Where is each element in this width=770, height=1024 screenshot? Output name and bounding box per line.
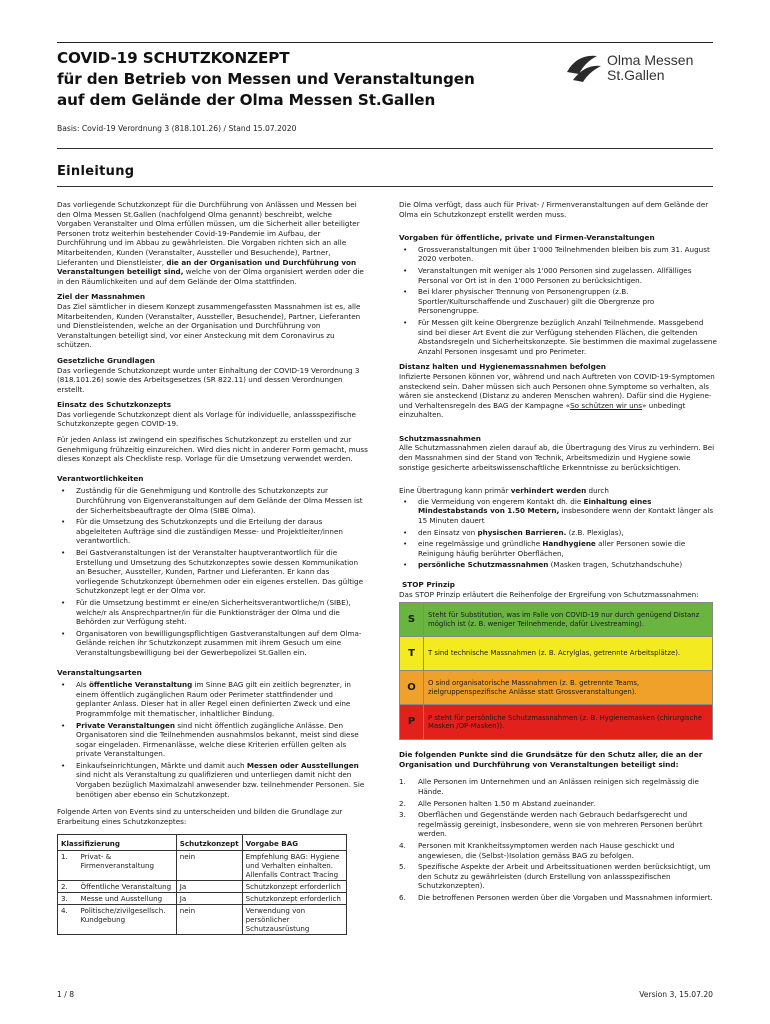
intro-paragraph xyxy=(57,200,368,286)
list-item: • Bei Gastveranstaltungen ist der Veranstalter hauptverantwortlich für die Erstellung und Umsetzung des Schutzkonzeptes sowie dessen Kommunikation an Besucher, Aussteller, Kunden, Partner und Lieferanten. Er kann das vorliegende Schutzkonzept übernehmen oder ein eigenes erstellen. Das gültige Schutzkonzept legt er der Olma vor. xyxy=(57,548,368,596)
list-item: 3. Oberflächen und Gegenstände werden nach Gebrauch bedarfsgerecht und regelmässig gereinigt, insbesondere, wenn sie von mehreren Personen berührt werden. xyxy=(399,810,703,839)
stop-row-o xyxy=(400,671,712,705)
schutzmassnahmen-heading: Schutzmassnahmen xyxy=(399,433,481,443)
stop-row-p xyxy=(400,705,712,739)
einsatz-text: Das vorliegende Schutzkonzept dient als Vorlage für individuelle, anlassspezifische Schutzkonzepte gegen COVID-19. xyxy=(57,409,356,429)
verantwortlichkeiten-list xyxy=(57,486,368,657)
grundsaetze-heading: Die folgenden Punkte sind die Grundsätze für den Schutz aller, die an der Organisation und Durchführung von Veranstaltungen beteiligt sind: xyxy=(399,750,703,769)
einsatz-text-2: Für jeden Anlass ist zwingend ein spezifisches Schutzkonzept zu erstellen und zur Genehmigung frühzeitig einzureichen. Wird dies nicht in anderer Form gemacht, muss dieses Konzept als Checkliste resp. Vorlage für die Umsetzung verwendet werden. xyxy=(57,435,368,464)
table-cell: Öffentliche Veranstaltung xyxy=(78,881,177,893)
basis-line: Basis: Covid-19 Verordnung 3 (818.101.26) / Stand 15.07.2020 xyxy=(57,124,297,133)
intro-text-bold: die an der Organisation und Durchführung von Veranstaltungen beteiligt sind, xyxy=(57,257,357,277)
stop-text-o: O sind organisatorische Massnahmen (z. B. getrennte Teams, zielgruppenspezifische Anlässe statt Grossveranstaltungen). xyxy=(428,679,640,696)
list-item: • Grossveranstaltungen mit über 1'000 Teilnehmenden bleiben bis zum 31. August 2020 verboten. xyxy=(399,245,717,264)
list-item: 1. Alle Personen im Unternehmen und an Anlässen reinigen sich regelmässig die Hände. xyxy=(399,777,699,796)
so-schuetzen-link[interactable]: So schützen wir uns xyxy=(570,400,642,410)
table-cell: nein xyxy=(176,851,242,881)
separator-heading xyxy=(57,186,713,187)
stop-heading: STOP Prinzip xyxy=(402,580,455,589)
table-cell: Politische/zivilgesellsch. Kundgebung xyxy=(78,905,177,935)
stop-text-p: P steht für persönliche Schutzmassnahmen (z. B. Hygienemasken (chirurgische Masken /OP-Masken)). xyxy=(428,713,702,731)
table-cell: Ja xyxy=(176,881,242,893)
list-item: • Für Messen gilt keine Obergrenze bezüglich Anzahl Teilnehmende. Massgebend sind bei dieser Art Event die zur Verfügung stehenden Flächen, die geltenden Abstandsregeln und Sicherheitskonzepte. Sie bestimmen die maximal zugelassene Anzahl Personen insgesamt und pro Perimeter. xyxy=(399,318,717,356)
list-item: • Organisatoren von bewilligungspflichtigen Gastveranstaltungen auf dem Olma-Gelände reichen ihr Schutzkonzept zusammen mit ihrem Gesuch um eine Veranstaltungsbewilligung bei der Gewerbepolizei St.Gallen ein. xyxy=(57,629,368,658)
left-column xyxy=(57,200,368,935)
vorgaben-list xyxy=(399,245,717,357)
veranstaltungsarten-heading: Veranstaltungsarten xyxy=(57,667,142,677)
list-item: • Private Veranstaltungen sind nicht öffentlich zugängliche Anlässe. Den Organisatoren sind die Teilnehmenden ausnahmslos bekannt, meist sind diese sogar eingeladen. Firmenanlässe, welche diese Kriterien erfüllen gelten als private Veranstaltungen. xyxy=(57,721,368,759)
verantwortlichkeiten-heading: Verantwortlichkeiten xyxy=(57,473,144,483)
right-intro: Die Olma verfügt, dass auch für Privat- / Firmenveranstaltungen auf dem Gelände der Olma ein Schutzkonzept erstellt werden muss. xyxy=(399,200,709,219)
list-item: • Für die Umsetzung bestimmt er eine/en Sicherheitsverantwortliche/n (SIBE), welche/r als Ansprechpartner/in für die Funktionsträger der Olma und die Behörden zur Verfügung steht. xyxy=(57,598,368,627)
table-cell: 4. xyxy=(58,905,78,935)
stop-intro: Das STOP Prinzip erläutert die Reihenfolge der Ergreifung von Schutzmassnahmen: xyxy=(399,589,699,599)
uebertragung-list xyxy=(399,497,717,570)
table-cell: 3. xyxy=(58,893,78,905)
logo-line-1: Olma Messen xyxy=(607,52,694,68)
stop-table xyxy=(399,602,713,740)
stop-letter-p: P xyxy=(400,705,424,739)
table-cell: Privat- & Firmenveranstaltung xyxy=(78,851,177,881)
list-item: • Veranstaltungen mit weniger als 1'000 Personen sind zugelassen. Allfälliges Personal vor Ort ist in den 1'000 Personen zu berücksichtigen. xyxy=(399,266,717,285)
schutzmassnahmen-text: Alle Schutzmassnahmen zielen darauf ab, die Übertragung des Virus zu verhindern. Bei den Massnahmen sind der Stand von Technik, Arbeitsmedizin und Hygiene sowie sonstige gesicherte arbeitswissenschaftliche Erkenntnisse zu berücksichtigen. xyxy=(399,443,715,472)
right-column xyxy=(399,200,717,909)
ziel-text: Das Ziel sämtlicher in diesem Konzept zusammengefassten Massnahmen ist es, alle Mitarbeitenden, Kunden (Veranstalter, Aussteller, Besuchende), Partner, Lieferanten und Dienstleistenden, welche an der Organisation und Durchführung von Veranstaltungen beteiligt sind, vor einer Ansteckung mit dem Coronavirus zu schützen. xyxy=(57,301,361,350)
arten-note: Folgende Arten von Events sind zu unterscheiden und bilden die Grundlage zur Erarbeitung eines Schutzkonzeptes: xyxy=(57,807,343,826)
separator-top xyxy=(57,148,713,149)
version-label: Version 3, 15.07.20 xyxy=(639,990,713,999)
distanz-heading: Distanz halten und Hygienemassnahmen befolgen xyxy=(399,362,606,372)
list-item: • eine regelmässige und gründliche Handhygiene aller Personen sowie die Reinigung häufig berührter Oberflächen, xyxy=(399,539,717,558)
vorgaben-heading: Vorgaben für öffentliche, private und Firmen-Veranstaltungen xyxy=(399,233,655,243)
einsatz-heading: Einsatz des Schutzkonzepts xyxy=(57,400,172,410)
table-header: Klassifizierung xyxy=(58,835,177,851)
distanz-text: Infizierte Personen können vor, während und nach Auftreten von COVID-19-Symptomen ansteckend sein. Daher müssen sich auch Personen ohne Symptome so verhalten, als wären sie ansteckend (Distanz zu anderen Menschen wahren). Dafür sind die Hygiene- und Verhaltensregeln des BAG der Kampagne «So schützen wir uns» unbedingt einzuhalten. xyxy=(399,371,715,420)
top-rule xyxy=(57,42,713,43)
gesetz-heading: Gesetzliche Grundlagen xyxy=(57,355,155,365)
stop-text-t: T sind technische Massnahmen (z. B. Acrylglas, getrennte Arbeitsplätze). xyxy=(428,649,681,658)
list-item: • Als öffentliche Veranstaltung im Sinne BAG gilt ein zeitlich begrenzter, in einem öffentlich zugänglichen Raum oder Perimeter stattfindender und geplanter Anlass. Dieser hat in aller Regel einen definierten Zweck und eine Programmfolge mit thematischer, inhaltlicher Bindung. xyxy=(57,680,368,718)
table-header: Schutzkonzept xyxy=(176,835,242,851)
list-item: 5. Spezifische Aspekte der Arbeit und Arbeitssituationen werden berücksichtigt, um den Schutz zu gewährleisten (durch Erstellung von anlassspezifischen Schutzkonzepten). xyxy=(399,862,711,891)
list-item: • Einkaufseinrichtungen, Märkte und damit auch Messen oder Ausstellungen sind nicht als Veranstaltung zu qualifizieren und unterliegen damit nicht den Vorgaben bezüglich Maximalzahl anwesender bzw. teilnehmender Personen. Sie benötigen aber ebenso ein Schutzkonzept. xyxy=(57,761,368,799)
title-line-1: COVID-19 SCHUTZKONZEPT xyxy=(57,49,290,67)
logo-line-2: St.Gallen xyxy=(607,67,665,83)
list-item: • den Einsatz von physischen Barrieren. (z.B. Plexiglas), xyxy=(399,528,717,538)
section-heading: Einleitung xyxy=(57,164,135,179)
logo-wordmark xyxy=(607,53,693,83)
list-item: • persönliche Schutzmassnahmen (Masken tragen, Schutzhandschuhe) xyxy=(399,560,717,570)
grundsaetze-list xyxy=(399,777,717,902)
table-row xyxy=(58,881,347,893)
list-item: 2. Alle Personen halten 1.50 m Abstand zueinander. xyxy=(399,798,596,808)
olma-logo-icon xyxy=(563,50,603,86)
table-cell: Verwendung von persönlicher Schutzausrüstung xyxy=(242,905,346,935)
table-cell: Schutzkonzept erforderlich xyxy=(242,893,346,905)
gesetz-text: Das vorliegende Schutzkonzept wurde unter Einhaltung der COVID-19 Verordnung 3 (818.101.26) sowie des Arbeitsgesetzes (SR 822.11) und dessen Verordnungen erstellt. xyxy=(57,365,360,394)
stop-text-s: Steht für Substitution, was im Falle von COVID-19 nur durch genügend Distanz möglich ist (z. B. weniger Teilnehmende, dafür Livestreaming). xyxy=(428,611,700,628)
stop-row-s xyxy=(400,603,712,637)
list-item: • die Vermeidung von engerem Kontakt dh. die Einhaltung eines Mindestabstands von 1.50 Metern, insbesondere wenn der Kontakt länger als 15 Minuten dauert xyxy=(399,497,717,526)
title-line-2: für den Betrieb von Messen und Veranstaltungen xyxy=(57,70,475,88)
title-line-3: auf dem Gelände der Olma Messen St.Gallen xyxy=(57,91,436,109)
veranstaltungsarten-list xyxy=(57,680,368,799)
intro-text-2: welche von der Olma organisiert werden oder die in den Räumlichkeiten und auf dem Gelände der Olma stattfinden. xyxy=(57,267,364,286)
intro-text-1: Das vorliegende Schutzkonzept für die Durchführung von Anlässen und Messen bei den Olma Messen St.Gallen (nachfolgend Olma genannt) beschreibt, welche Vorgaben Veranstalter und Olma erfüllen müssen, um die Sicherheit aller beteiligter Personen trotz weiterhin bestehender Covid-19-Pandemie im Aufbau, der Durchführung und im Abbau zu gewährleisten. Die Vorgaben richten sich an alle Mitarbeitenden, Kunden (Veranstalter, Aussteller und Besuchende), Partner, Lieferanten und Dienstleister, xyxy=(57,200,360,267)
table-row xyxy=(58,851,347,881)
table-cell: Ja xyxy=(176,893,242,905)
uebertragung-intro: Eine Übertragung kann primär verhindert werden durch xyxy=(399,486,609,496)
stop-letter-t: T xyxy=(400,637,424,670)
list-item: 4. Personen mit Krankheitssymptomen werden nach Hause geschickt und angewiesen, die (Selbst-)Isolation gemäss BAG zu befolgen. xyxy=(399,840,675,860)
table-cell: 2. xyxy=(58,881,78,893)
table-cell: 1. xyxy=(58,851,78,881)
olma-logo xyxy=(563,50,718,88)
list-item: • Für die Umsetzung des Schutzkonzepts und die Erteilung der daraus abgeleiteten Aufträge sind die zuständigen Messe- und Projektleiter/innen verantwortlich. xyxy=(57,517,368,546)
stop-letter-o: O xyxy=(400,671,424,704)
document-title xyxy=(57,48,527,111)
table-cell: Messe und Ausstellung xyxy=(78,893,177,905)
table-cell: Empfehlung BAG: Hygiene und Verhalten einhalten. Allenfalls Contract Tracing xyxy=(242,851,346,881)
table-row xyxy=(58,905,347,935)
table-row xyxy=(58,893,347,905)
table-header: Vorgabe BAG xyxy=(242,835,346,851)
ziel-heading: Ziel der Massnahmen xyxy=(57,292,146,302)
table-cell: nein xyxy=(176,905,242,935)
stop-letter-s: S xyxy=(400,603,424,636)
table-header-row xyxy=(58,835,347,851)
list-item: • Bei klarer physischer Trennung von Personengruppen (z.B. Sportler/Kulturschaffende und Zuschauer) gilt die Obergrenze pro Personengruppe. xyxy=(399,287,717,316)
list-item: • Zuständig für die Genehmigung und Kontrolle des Schutzkonzepts zur Durchführung von Eigenveranstaltungen auf dem Gelände der Olma Messen ist der Sicherheitsbeauftragte der Olma (SIBE Olma). xyxy=(57,486,368,515)
table-cell: Schutzkonzept erforderlich xyxy=(242,881,346,893)
klassifizierung-table xyxy=(57,834,347,935)
list-item: 6. Die betroffenen Personen werden über die Vorgaben und Massnahmen informiert. xyxy=(399,892,713,902)
page-number: 1 / 8 xyxy=(57,990,75,999)
stop-row-t xyxy=(400,637,712,671)
